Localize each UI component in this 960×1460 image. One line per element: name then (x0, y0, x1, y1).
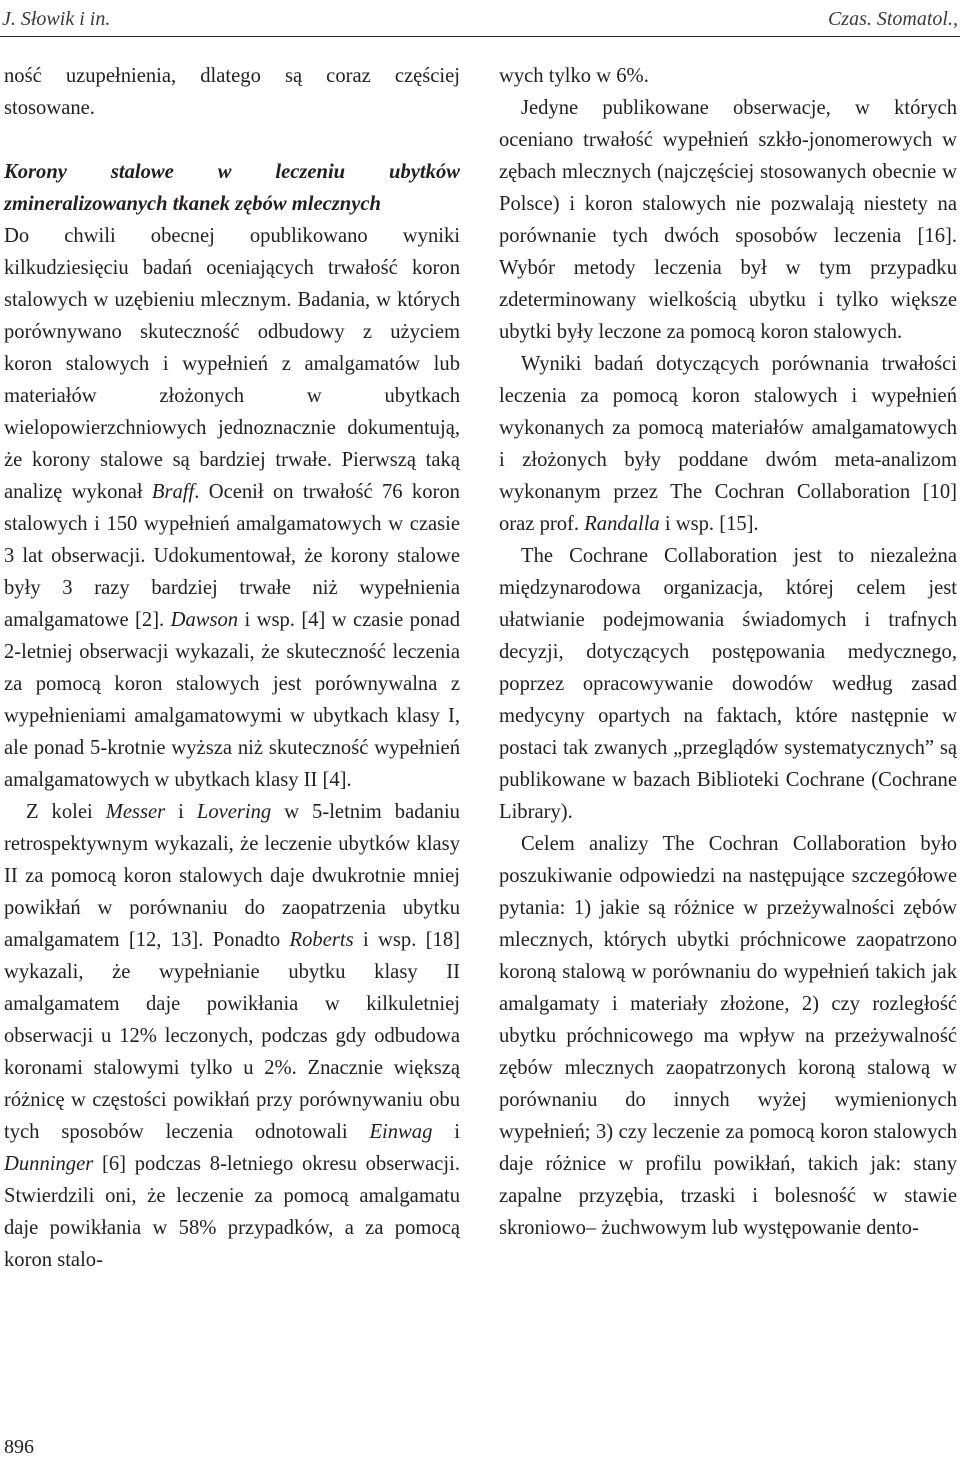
author-name: Lovering (196, 801, 272, 823)
text-run: i wsp. [15]. (659, 513, 759, 535)
text-run: i wsp. [4] w czasie ponad 2-letniej obserwacji wykazali, że skuteczność leczenia za pomocą koron stalowych jest porównywalna z wypełnieniami amalgamatowymi w ubytkach klasy I, ale ponad 5-krotnie wyższa niż skuteczność wypełnień amalgamatowych w ubytkach klasy II [4]. (4, 609, 460, 791)
author-name: Einwag (369, 1121, 433, 1143)
right-column (499, 60, 957, 1244)
author-name: Roberts (289, 929, 354, 951)
text-run: . Ocenił on trwałość 76 koron stalowych i 150 wypełnień amalgamatowych w czasie 3 lat obserwacji. Udokumentował, że korony stalowe były 3 razy bardziej trwałe niż wypełnienia amalgamatowe [2]. (4, 481, 460, 631)
paragraph: The Cochrane Collaboration jest to niezależna międzynarodowa organizacja, której celem jest ułatwianie podejmowania świadomych i trafnych decyzji, dotyczących postępowania medycznego, poprzez opracowywanie dowodów według zasad medycyny opartych na faktach, które następnie w postaci tak zwanych „przeglądów systematycznych” są publikowane w bazach Biblioteki Cochrane (Cochrane Library). (499, 545, 957, 823)
author-name: Randalla (584, 513, 660, 535)
paragraph: wych tylko w 6%. (499, 65, 649, 87)
page-number: 896 (4, 1436, 34, 1458)
author-name: Braff (151, 481, 195, 503)
section-heading: Korony stalowe w leczeniu ubytków zmineralizowanych tkanek zębów mlecznych (4, 161, 460, 215)
text-run: Wyniki badań dotyczących porównania trwałości leczenia za pomocą koron stalowych i wypełnień wykonanych za pomocą materiałów amalgamatowych i złożonych były poddane dwóm meta-analizom wykonanym przez The Cochran Collaboration [10] oraz prof. (499, 353, 957, 535)
header-rule (0, 36, 960, 37)
text-run: Do chwili obecnej opublikowano wyniki kilkudziesięciu badań oceniających trwałość koron stalowych w uzębieniu mlecznym. Badania, w których porównywano skuteczność odbudowy z użyciem koron stalowych i wypełnień z amalgamatów lub materiałów złożonych w ubytkach wielopowierzchniowych jednoznacznie dokumentują, że korony stalowe są bardziej trwałe. Pierwszą taką analizę wykonał (4, 225, 460, 503)
author-name: Dawson (170, 609, 239, 631)
paragraph (4, 220, 460, 796)
paragraph: ność uzupełnienia, dlatego są coraz częściej stosowane. (4, 65, 460, 119)
author-name: Messer (105, 801, 166, 823)
header-authors: J. Słowik i in. (2, 8, 111, 30)
paragraph (4, 796, 460, 1276)
header-journal: Czas. Stomatol., (827, 8, 958, 30)
text-run: Z kolei (26, 801, 106, 823)
left-column (4, 60, 460, 1276)
text-run: i wsp. [18] wykazali, że wypełnianie ubytku klasy II amalgamatem daje powikłania w kilkuletniej obserwacji u 12% leczonych, podczas gdy odbudowa koronami stalowymi tylko u 2%. Znacznie większą różnicę w częstości powikłań przy porównywaniu obu tych sposobów leczenia odnotowali (4, 929, 460, 1143)
running-header (0, 2, 960, 34)
paragraph (499, 348, 957, 540)
paragraph: Jedyne publikowane obserwacje, w których oceniano trwałość wypełnień szkło-jonomerowych w zębach mlecznych (najczęściej stosowanych obecnie w Polsce) i koron stalowych nie pozwalają niestety na porównanie tych dwóch sposobów leczenia [16]. Wybór metody leczenia był w tym przypadku zdeterminowany wielkością ubytku i tylko większe ubytki były leczone za pomocą koron stalowych. (499, 97, 957, 343)
paragraph: Celem analizy The Cochran Collaboration było poszukiwanie odpowiedzi na następujące szczegółowe pytania: 1) jakie są różnice w przeżywalności zębów mlecznych, których ubytki próchnicowe zaopatrzono koroną stalową w porównaniu do wypełnień takich jak amalgamaty i materiały złożone, 2) czy rozległość ubytku próchnicowego ma wpływ na przeżywalność zębów mlecznych zaopatrzonych koroną stalową w porównaniu do innych wyżej wymienionych wypełnień; 3) czy leczenie za pomocą koron stalowych daje różnice w profilu powikłań, takich jak: stany zapalne przyzębia, trzaski i bolesność w stawie skroniowo– żuchwowym lub występowanie dento- (499, 833, 957, 1239)
text-run: w 5-letnim badaniu retrospektywnym wykazali, że leczenie ubytków klasy II za pomocą koron stalowych daje dwukrotnie mniej powikłań w porównaniu do zaopatrzenia ubytku amalgamatem [12, 13]. Ponadto (4, 801, 460, 951)
text-run: i (165, 801, 197, 823)
author-name: Dunninger (4, 1153, 94, 1175)
text-run: i (432, 1121, 460, 1143)
text-run: [6] podczas 8-letniego okresu obserwacji. Stwierdzili oni, że leczenie za pomocą amalgamatu daje powikłania w 58% przypadków, a za pomocą koron stalo- (4, 1153, 460, 1271)
